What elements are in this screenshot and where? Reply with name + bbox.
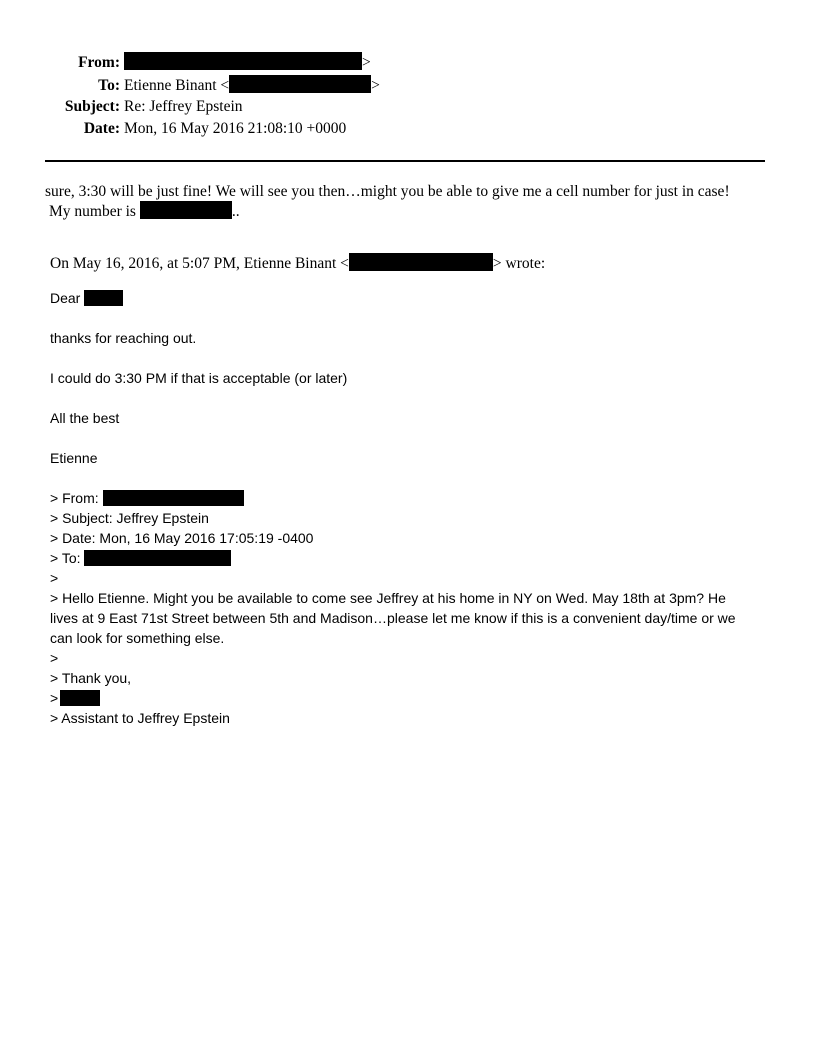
reply-line-2 [49, 201, 240, 221]
original-date-line: > Date: Mon, 16 May 2016 17:05:19 -0400 [50, 530, 314, 546]
date-label: Date: [83, 120, 120, 137]
attribution-suffix: > wrote: [492, 255, 546, 272]
original-title: > Assistant to Jeffrey Epstein [50, 710, 230, 726]
original-subject-line: > Subject: Jeffrey Epstein [50, 510, 209, 526]
original-from-label: > From: [50, 490, 99, 506]
redaction-recipient-name [84, 290, 123, 306]
original-body-line-1: > Hello Etienne. Might you be available to come see Jeffrey at his home in NY on Wed. May 18th at 3pm? He [50, 590, 726, 606]
reply-line-1: sure, 3:30 will be just fine! We will see you then…might you be able to give me a cell number for just in case! [45, 183, 730, 200]
redaction-etienne-address [349, 253, 493, 271]
redaction-to-address [229, 75, 371, 93]
original-blank-1: > [50, 570, 59, 586]
to-row [0, 75, 380, 95]
original-name-line [50, 690, 100, 706]
subject-label: Subject: [64, 98, 120, 115]
reply-number-suffix: .. [231, 203, 240, 220]
redaction-original-to [84, 550, 231, 566]
original-blank-2: > [50, 650, 59, 666]
subject-value: Re: Jeffrey Epstein [124, 98, 243, 115]
quoted-paragraph-2: I could do 3:30 PM if that is acceptable (or later) [50, 370, 348, 386]
greeting-line [50, 290, 123, 306]
redaction-assistant-name [60, 690, 100, 706]
original-to-label: > To: [50, 550, 81, 566]
original-name-prefix: > [50, 690, 59, 706]
redaction-from-address [124, 52, 362, 70]
quoted-paragraph-3: All the best [50, 410, 120, 426]
redaction-phone-number [140, 201, 232, 219]
from-row [0, 52, 371, 72]
quoted-signature: Etienne [50, 450, 98, 466]
header-divider [45, 160, 765, 162]
greeting-text: Dear [50, 290, 81, 306]
date-row [0, 119, 346, 138]
subject-row [0, 97, 243, 116]
date-value: Mon, 16 May 2016 21:08:10 +0000 [124, 120, 347, 137]
quoted-paragraph-1: thanks for reaching out. [50, 330, 197, 346]
original-body-line-2: lives at 9 East 71st Street between 5th and Madison…please let me know if this is a convenient day/time or we [50, 610, 736, 626]
from-suffix: > [362, 54, 371, 71]
redaction-original-from [103, 490, 244, 506]
reply-number-prefix: My number is [49, 203, 136, 220]
original-from-line [50, 490, 244, 506]
original-body-line-3: can look for something else. [50, 630, 225, 646]
attribution-prefix: On May 16, 2016, at 5:07 PM, Etienne Binant < [50, 255, 349, 272]
from-label: From: [78, 54, 120, 71]
to-suffix: > [371, 77, 380, 94]
quote-attribution [50, 253, 545, 273]
original-to-line [50, 550, 231, 566]
original-thanks: > Thank you, [50, 670, 132, 686]
to-value: Etienne Binant < [124, 77, 230, 94]
to-label: To: [98, 77, 120, 94]
